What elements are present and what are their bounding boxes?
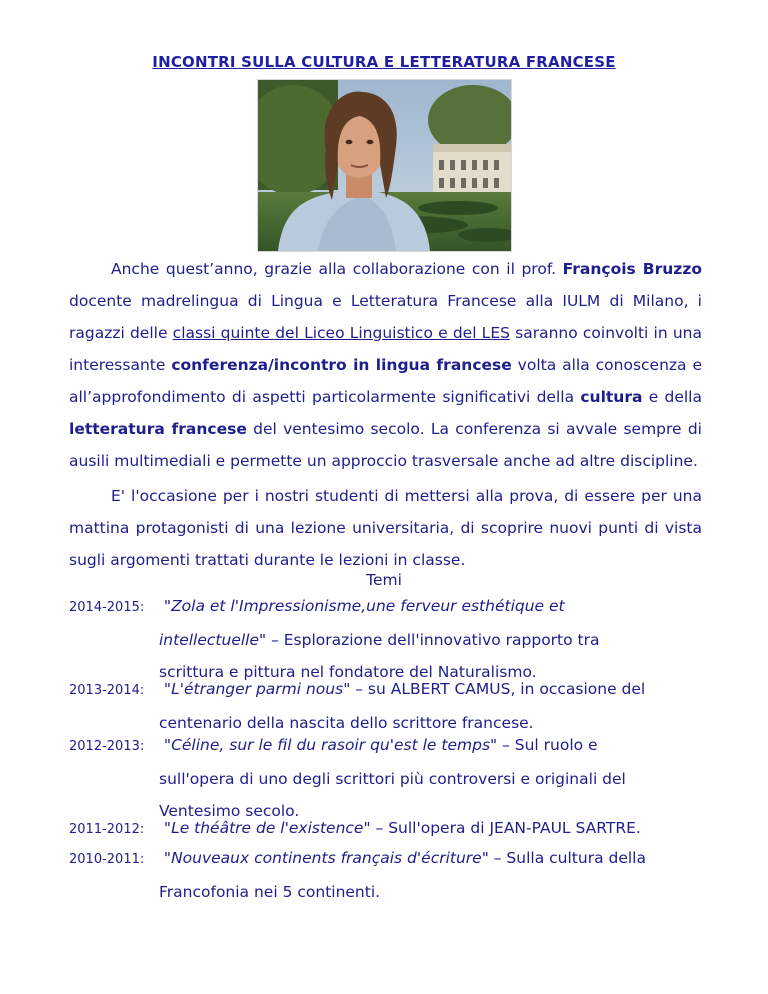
conference-highlight: conferenza/incontro in lingua francese xyxy=(171,356,512,374)
theme-year: 2014-2015: xyxy=(69,600,145,615)
theme-description-cont: Ventesimo secolo. xyxy=(159,802,300,820)
theme-year: 2013-2014: xyxy=(69,683,145,698)
theme-year: 2010-2011: xyxy=(69,852,145,867)
theme-title: Zola et l'Impressionisme,une ferveur esthétique et xyxy=(171,597,565,615)
quote-mark: " xyxy=(159,597,172,615)
quote-mark: " xyxy=(159,849,172,867)
theme-title: Céline, sur le fil du rasoir qu'est le temps xyxy=(171,736,491,754)
second-paragraph-text: E' l'occasione per i nostri studenti di mettersi alla prova, di essere per una mattina protagonisti di una lezione universitaria, di scoprire nuovi punti di vista sugli argomenti trattati durante le lezioni in classe. xyxy=(69,487,702,569)
quote-mark: " xyxy=(159,736,172,754)
theme-description: " – Sulla cultura della xyxy=(481,849,646,867)
theme-item xyxy=(69,842,709,908)
professor-name: François Bruzzo xyxy=(562,260,702,278)
intro-text-5: e della xyxy=(642,388,702,406)
portrait-image xyxy=(258,80,511,251)
theme-description-cont: Francofonia nei 5 continenti. xyxy=(159,883,381,901)
target-classes: classi quinte del Liceo Linguistico e del LES xyxy=(172,324,510,342)
theme-description: " – Esplorazione dell'innovativo rapporto tra xyxy=(259,631,600,649)
theme-title: Nouveaux continents français d'écriture xyxy=(171,849,482,867)
intro-text-2: docente madrelingua di Lingua e Letteratura Francese alla IULM di Milano, i ragazzi delle xyxy=(69,292,702,342)
theme-year: 2011-2012: xyxy=(69,822,145,837)
quote-mark: " xyxy=(159,680,172,698)
theme-description-cont: scrittura e pittura nel fondatore del Naturalismo. xyxy=(159,663,537,681)
intro-paragraph xyxy=(69,253,702,477)
portrait-photo xyxy=(257,79,512,252)
intro-text-1: Anche quest’anno, grazie alla collaborazione con il prof. xyxy=(111,260,563,278)
theme-year: 2012-2013: xyxy=(69,739,145,754)
second-paragraph xyxy=(69,480,702,576)
theme-description: " – su ALBERT CAMUS, in occasione del xyxy=(343,680,646,698)
theme-title-cont: intellectuelle xyxy=(159,631,260,649)
temi-heading: Temi xyxy=(366,571,402,589)
intro-text-6: del ventesimo secolo. La conferenza si avvale sempre di ausili multimediali e permette un approccio trasversale anche ad altre discipline. xyxy=(69,420,702,470)
theme-title: Le théâtre de l'existence xyxy=(171,819,364,837)
quote-mark: " xyxy=(159,819,172,837)
letteratura-highlight: letteratura francese xyxy=(69,420,247,438)
cultura-highlight: cultura xyxy=(580,388,643,406)
theme-title: L'étranger parmi nous xyxy=(171,680,344,698)
intro-text-3: saranno coinvolti in una interessante xyxy=(69,324,702,374)
theme-description: " – Sull'opera di JEAN-PAUL SARTRE. xyxy=(363,819,641,837)
intro-text-4: volta alla conoscenza e all’approfondimento di aspetti particolarmente significativi della xyxy=(69,356,702,406)
page-title: INCONTRI SULLA CULTURA E LETTERATURA FRANCESE xyxy=(152,53,616,71)
theme-description-cont: centenario della nascita dello scrittore francese. xyxy=(159,714,534,732)
theme-description-cont: sull'opera di uno degli scrittori più controversi e originali del xyxy=(159,770,626,788)
theme-description: " – Sul ruolo e xyxy=(490,736,598,754)
theme-item xyxy=(69,812,709,846)
